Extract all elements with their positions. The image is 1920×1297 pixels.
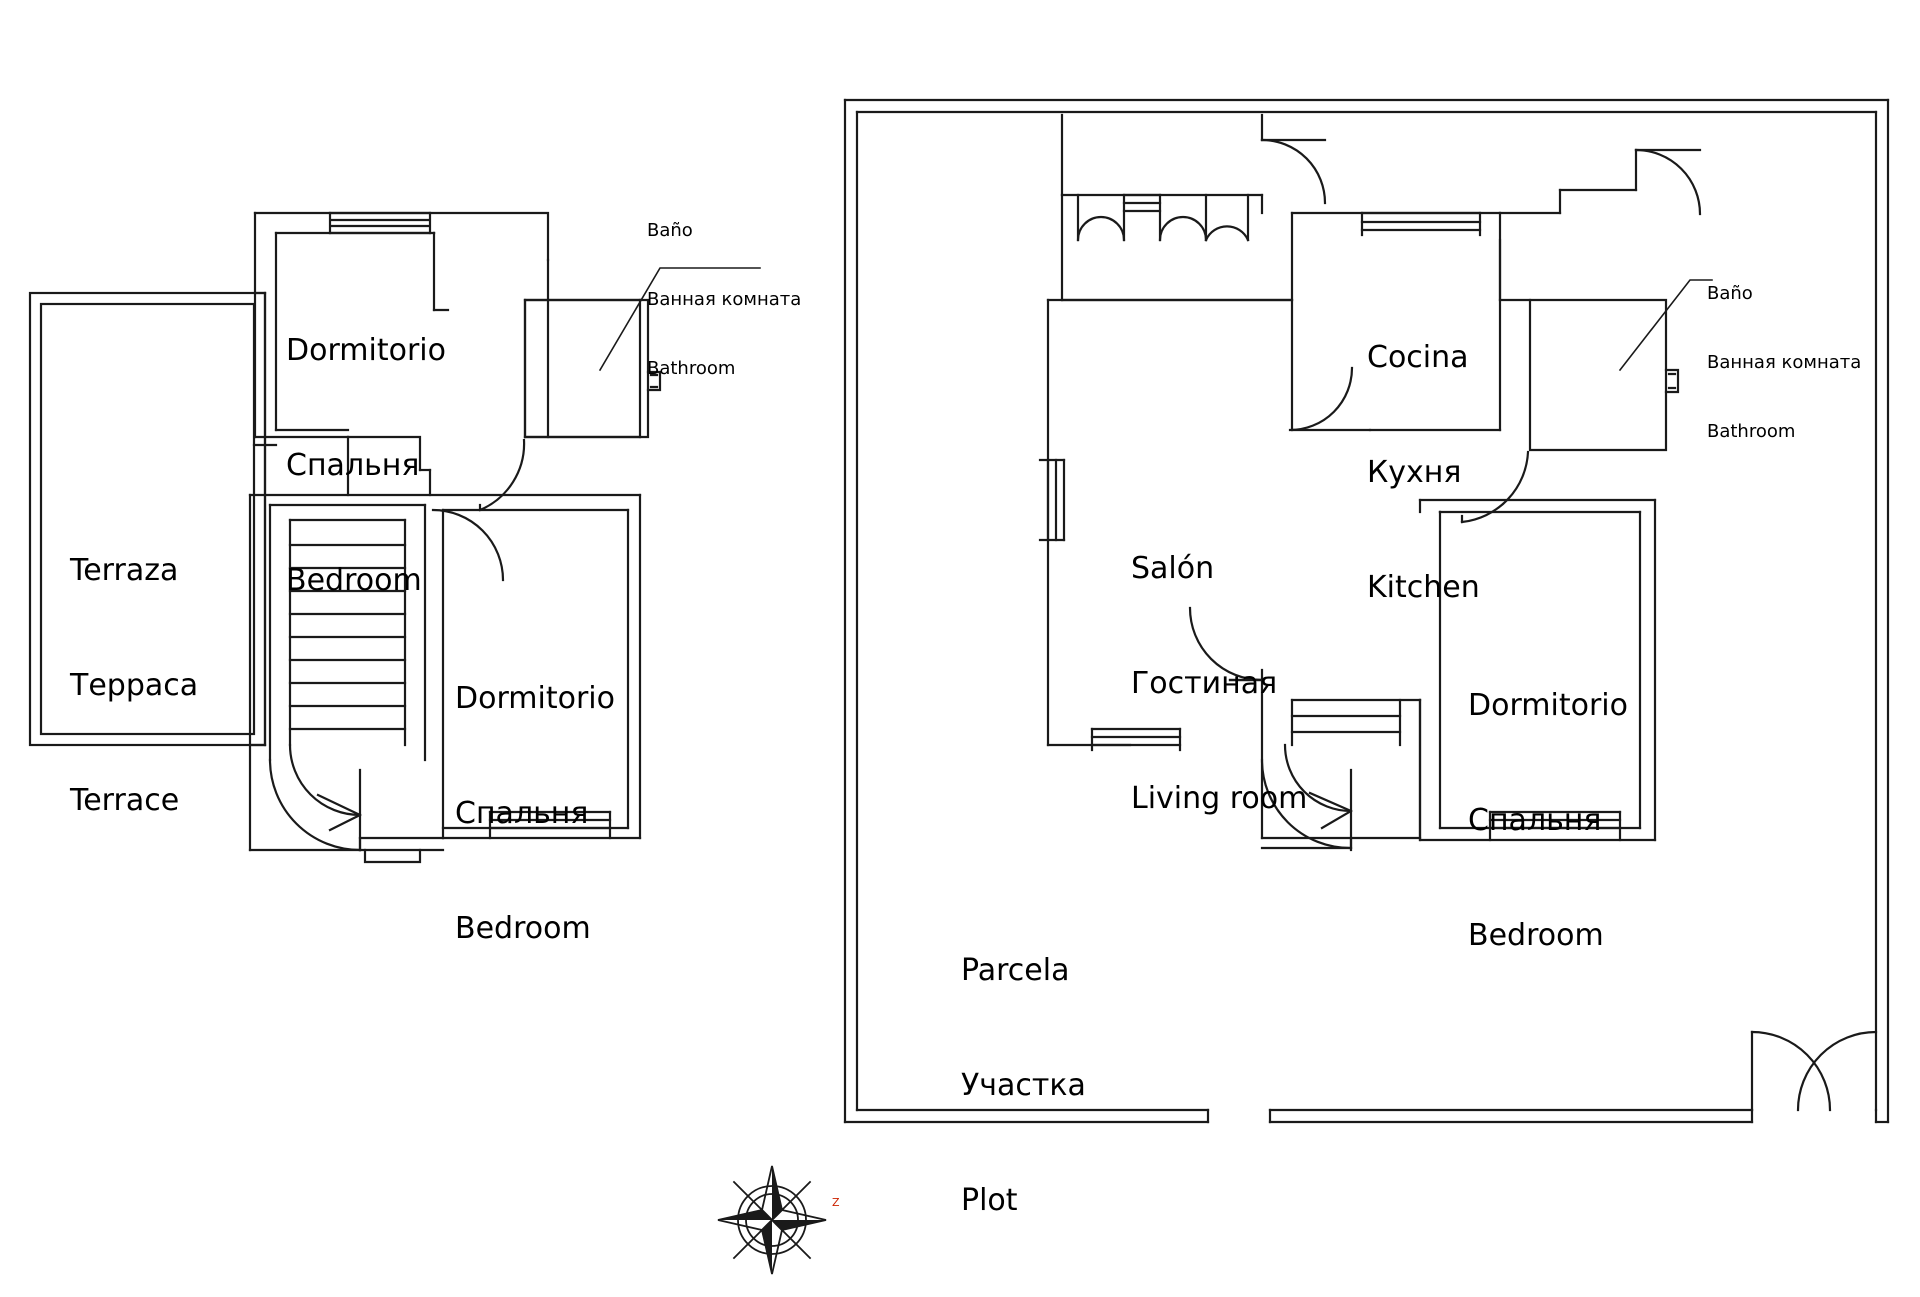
label-text-es: Cocina <box>1367 339 1469 375</box>
label-text-en: Bedroom <box>286 563 422 599</box>
label-text-en: Kitchen <box>1367 570 1480 606</box>
label-bathroom-ground <box>1707 236 1861 489</box>
label-text-en: Bedroom <box>1468 918 1604 954</box>
label-text-en: Bathroom <box>647 358 736 380</box>
label-text-en: Bathroom <box>1707 421 1796 443</box>
label-living-room <box>1131 473 1307 895</box>
label-text-en: Living room <box>1131 781 1308 817</box>
label-text-es: Baño <box>647 220 693 242</box>
label-text-es: Baño <box>1707 283 1753 305</box>
label-bedroom-upper-bottom <box>455 603 615 1025</box>
label-bathroom-upper <box>647 173 801 426</box>
label-text-es: Terraza <box>70 552 179 588</box>
label-text-ru: Спальня <box>455 795 589 831</box>
label-text-es: Dormitorio <box>286 332 446 368</box>
compass-letter: Z <box>832 1196 840 1209</box>
label-bedroom-ground <box>1468 610 1628 1032</box>
label-text-en: Terrace <box>70 783 180 819</box>
label-kitchen <box>1367 262 1480 684</box>
label-text-ru: Спальня <box>286 447 420 483</box>
label-text-ru: Участка <box>961 1067 1086 1103</box>
label-text-en: Plot <box>961 1183 1018 1219</box>
label-text-ru: Ванная комната <box>1707 352 1862 374</box>
label-text-ru: Спальня <box>1468 802 1602 838</box>
label-text-ru: Терраса <box>70 667 199 703</box>
label-text-ru: Гостиная <box>1131 665 1278 701</box>
label-text-ru: Ванная комната <box>647 289 802 311</box>
label-text-es: Parcela <box>961 952 1070 988</box>
label-text-es: Salón <box>1131 550 1215 586</box>
label-text-es: Dormitorio <box>1468 687 1628 723</box>
label-text-es: Dormitorio <box>455 680 615 716</box>
label-bedroom-upper-top <box>286 255 446 677</box>
label-terrace <box>70 475 198 897</box>
label-plot <box>961 875 1086 1297</box>
label-text-ru: Кухня <box>1367 454 1462 490</box>
label-text-en: Bedroom <box>455 911 591 947</box>
